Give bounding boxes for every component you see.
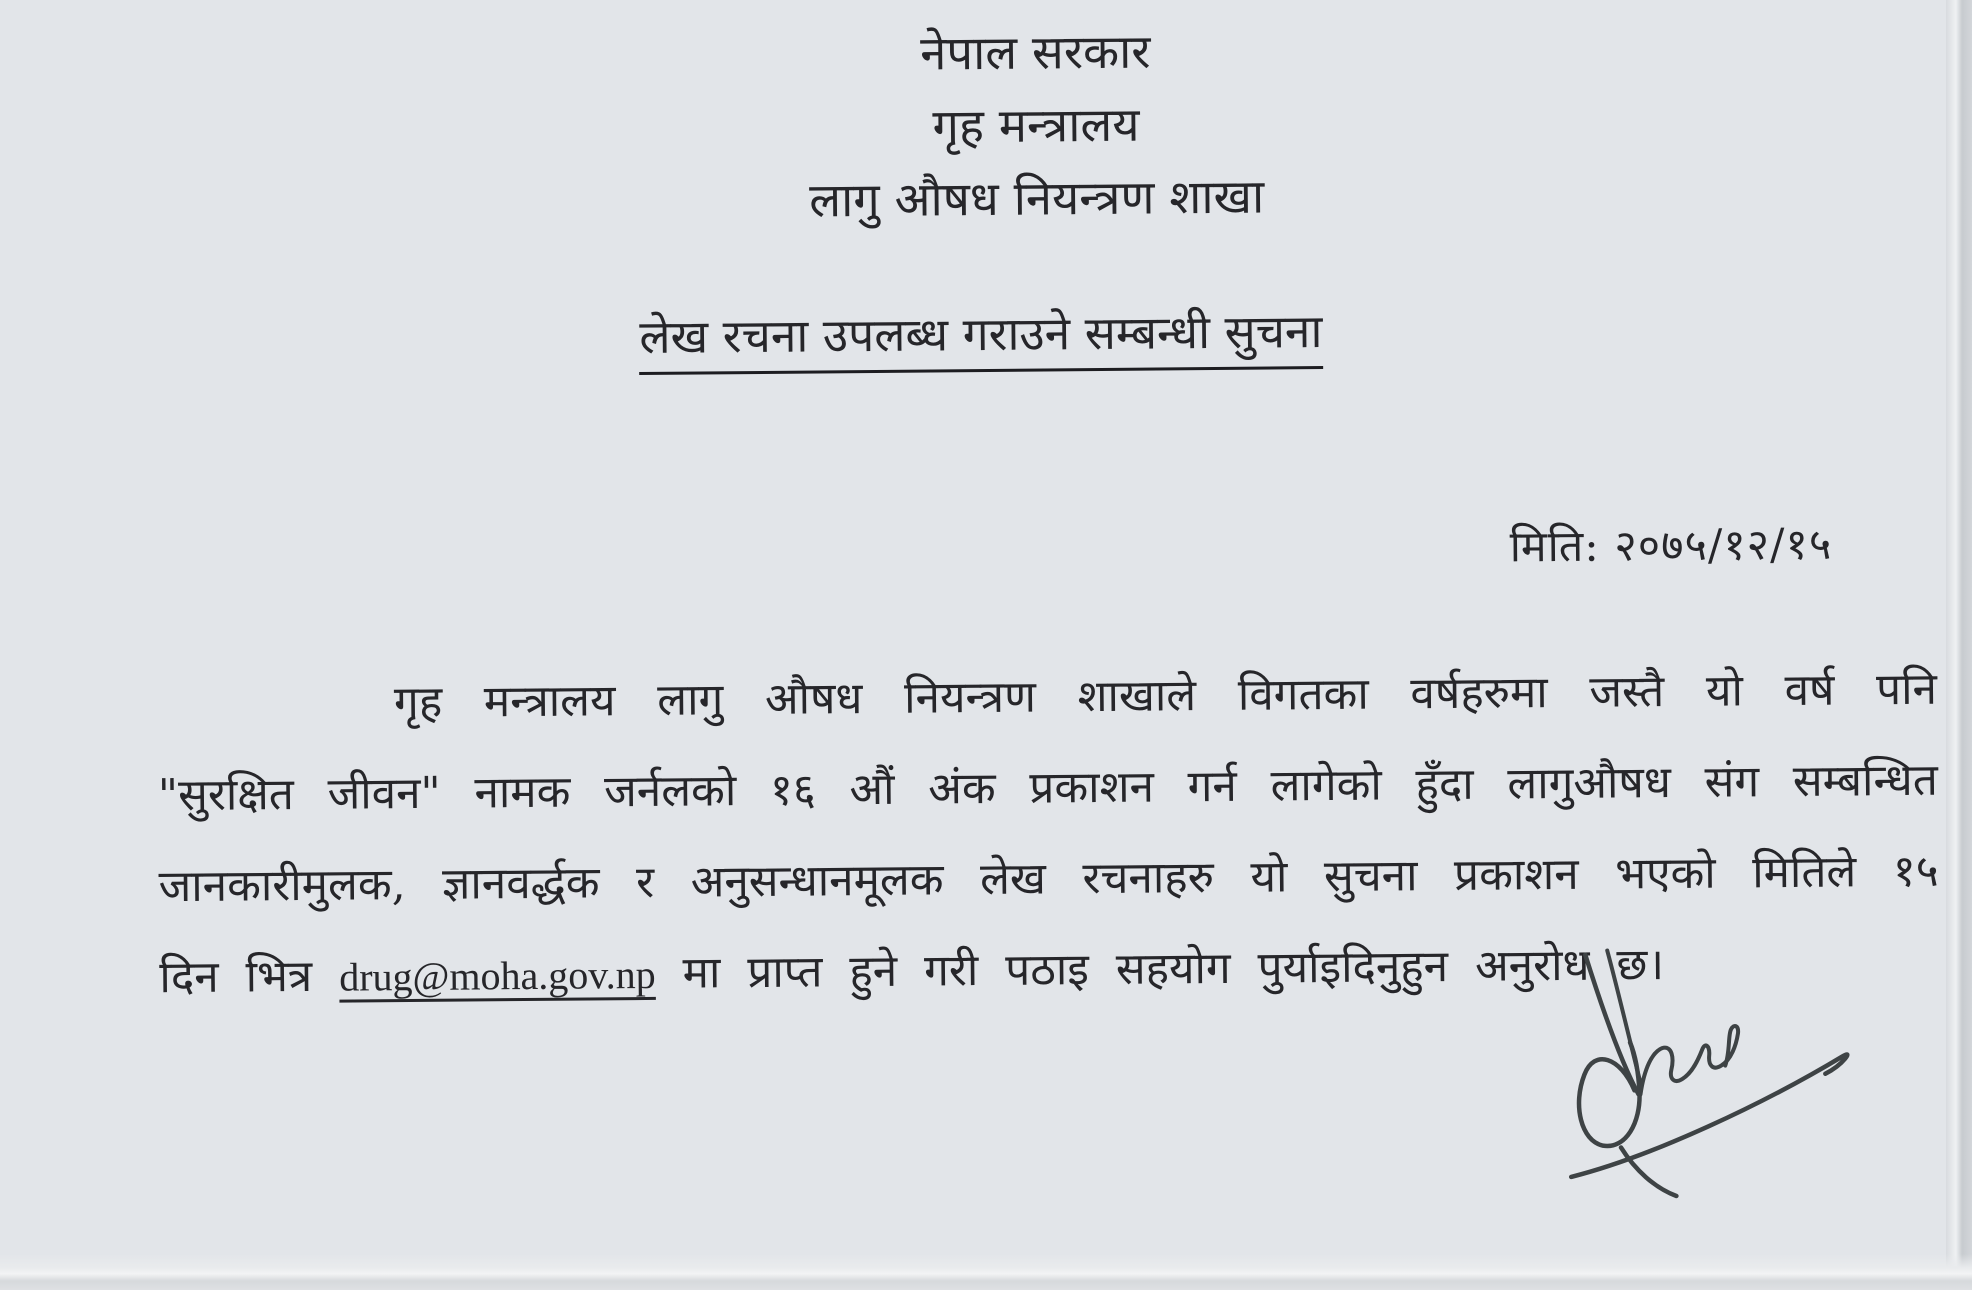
signature-scribble [1541, 940, 1964, 1274]
email-address: drug@moha.gov.np [339, 951, 656, 1000]
date-label: मिति: [1509, 521, 1600, 573]
notice-title-text: लेख रचना उपलब्ध गराउने सम्बन्धी सुचना [639, 304, 1323, 375]
body-line-2: "सुरक्षित जीवन" नामक जर्नलको १६ औं अंक प्रकाशन गर्न लागेको हुँदा लागुऔषध संग सम्बन्धित [157, 754, 1939, 822]
letterhead [555, 17, 1517, 244]
government-name: नेपाल सरकार [920, 24, 1151, 82]
body-line-1: गृह मन्त्रालय लागु औषध नियन्त्रण शाखाले विगतका वर्षहरुमा जस्तै यो वर्ष पनि [393, 663, 1938, 729]
department-name: लागु औषध नियन्त्रण शाखा [808, 169, 1265, 229]
ministry-name: गृह मन्त्रालय [932, 97, 1140, 155]
scan-page-right-edge [1946, 0, 1972, 1290]
body-line-3: जानकारीमुलक, ज्ञानवर्द्धक र अनुसन्धानमूलक लेख रचनाहरु यो सुचना प्रकाशन भएको मितिले १५ [158, 845, 1939, 913]
scan-page-bottom-edge [0, 1254, 1972, 1290]
notice-title [556, 298, 1407, 367]
date-line [1509, 513, 1832, 575]
body-line-4-suffix: मा प्राप्त हुने गरी पठाइ सहयोग पुर्याइदिनुहुन अनुरोध छ। [682, 939, 1665, 999]
body-line-4-prefix: दिन भित्र [159, 950, 313, 1004]
date-value: २०७५/१२/१५ [1614, 519, 1833, 572]
